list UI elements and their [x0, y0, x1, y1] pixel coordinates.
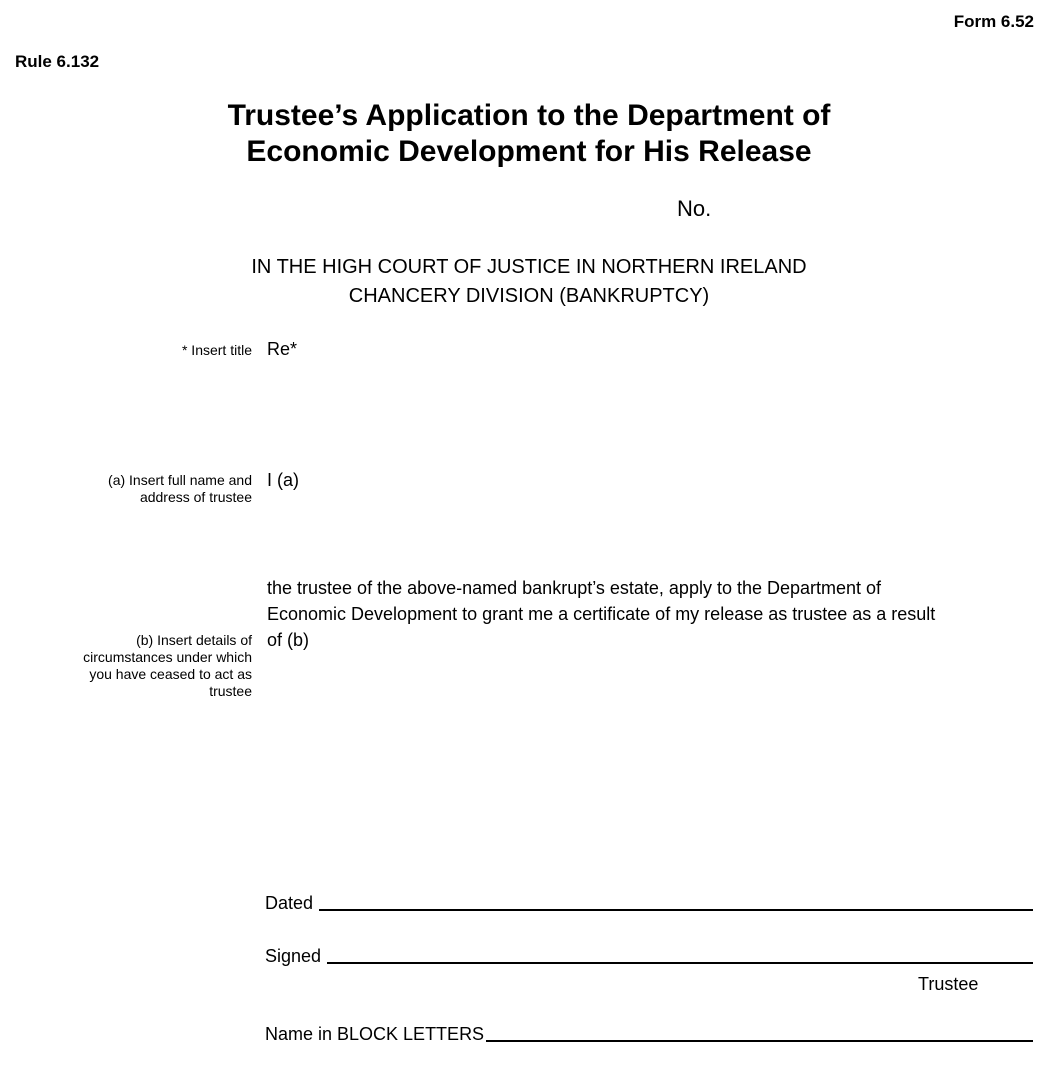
form-title-line-1: Trustee’s Application to the Department of: [227, 99, 831, 132]
case-number-label: No.: [677, 196, 712, 221]
margin-note-a: [108, 472, 252, 506]
signed-row: [265, 946, 1033, 967]
margin-note-b-line-1: (b) Insert details of: [136, 632, 252, 648]
paragraph-line-2: Economic Development to grant me a certificate of my release as trustee as a result: [267, 604, 936, 624]
trustee-name-label: I (a): [267, 470, 300, 490]
margin-note-b: [83, 632, 252, 700]
form-title-line-2: Economic Development for His Release: [246, 135, 812, 168]
dated-label: Dated: [265, 893, 314, 913]
margin-note-b-line-4: trustee: [209, 683, 252, 699]
court-heading-line-1: IN THE HIGH COURT OF JUSTICE IN NORTHERN IRELAND: [251, 256, 807, 278]
trustee-caption: Trustee: [918, 974, 979, 994]
name-row: [265, 1024, 1033, 1045]
margin-note-b-line-3: you have ceased to act as: [89, 666, 252, 682]
rule-number: Rule 6.132: [15, 52, 100, 71]
margin-note-b-line-2: circumstances under which: [83, 649, 252, 665]
dated-row: [265, 893, 1033, 914]
signed-label: Signed: [265, 946, 322, 966]
paragraph-line-1: the trustee of the above-named bankrupt’s estate, apply to the Department of: [267, 578, 882, 598]
margin-note-a-line-1: (a) Insert full name and: [108, 472, 252, 488]
re-label: Re*: [267, 339, 298, 359]
application-paragraph: [267, 575, 1033, 653]
name-block-letters-label: Name in BLOCK LETTERS: [265, 1024, 485, 1044]
name-line[interactable]: [486, 1040, 1033, 1042]
signed-line[interactable]: [327, 962, 1033, 964]
form-title: [0, 98, 1058, 170]
margin-note-a-line-2: address of trustee: [139, 489, 252, 505]
court-heading-line-2: CHANCERY DIVISION (BANKRUPTCY): [348, 285, 710, 307]
form-number: Form 6.52: [953, 12, 1034, 31]
dated-line[interactable]: [319, 909, 1033, 911]
margin-note-insert-title: * Insert title: [181, 342, 252, 358]
court-heading: [0, 253, 1058, 311]
paragraph-line-3: of (b): [267, 630, 310, 650]
